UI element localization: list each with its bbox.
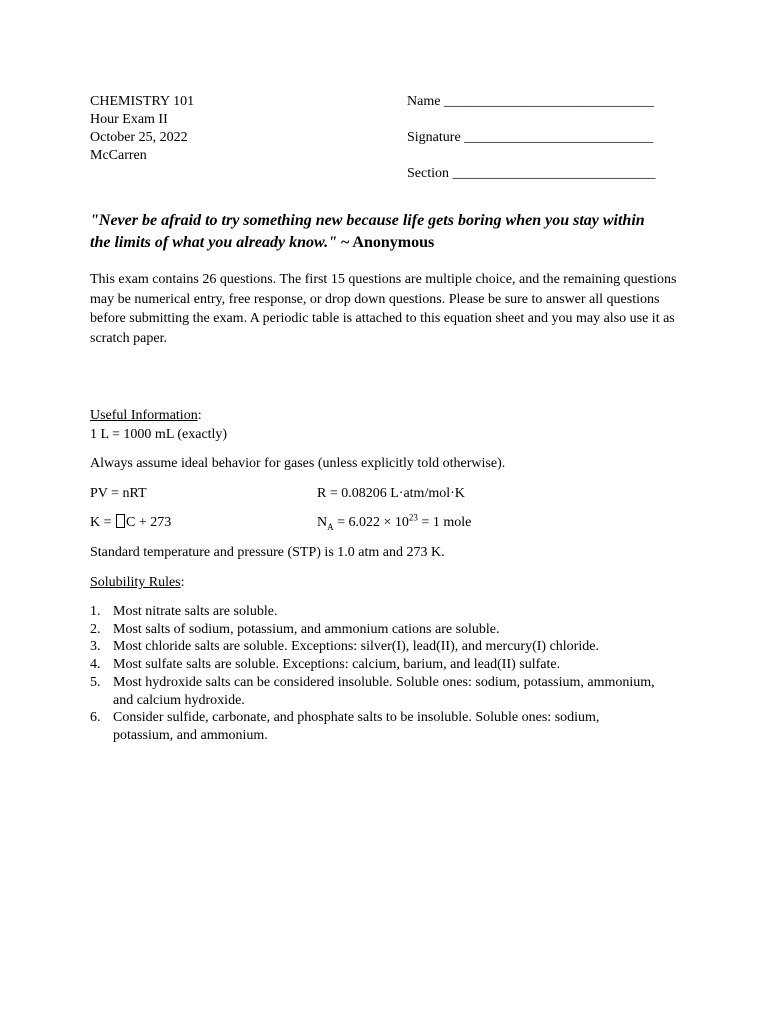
list-item [90, 603, 660, 621]
avogadro-symbol: N [317, 515, 328, 530]
name-field: Name ______________________________ [407, 94, 654, 109]
solubility-rules-colon: : [180, 575, 185, 590]
useful-information-colon: : [197, 408, 202, 423]
instructor-name: McCarren [90, 148, 147, 163]
list-item-number: 6. [90, 710, 101, 726]
list-item-number: 4. [90, 657, 101, 673]
list-item [90, 638, 660, 656]
student-fields [407, 93, 656, 201]
avogadro-subscript: A [327, 521, 334, 532]
list-item-number: 1. [90, 604, 101, 619]
exam-title: Hour Exam II [90, 112, 168, 127]
solubility-rules-heading [90, 574, 185, 592]
avogadro-value: = 6.022 × 10 [333, 515, 409, 530]
list-item-text: Most hydroxide salts can be considered insoluble. Soluble ones: sodium, potassium, ammonium, and calcium hydroxide. [113, 674, 655, 708]
list-item-number: 3. [90, 639, 101, 655]
avogadro-end: = 1 mole [417, 515, 472, 530]
section-field: Section _____________________________ [407, 166, 656, 181]
useful-information-title: Useful Information [90, 408, 198, 423]
solubility-rules-list [90, 603, 660, 745]
course-title: CHEMISTRY 101 [90, 94, 195, 109]
solubility-rules-title: Solubility Rules [90, 575, 181, 590]
useful-information-heading [90, 407, 202, 425]
signature-field: Signature ___________________________ [407, 130, 654, 145]
list-item-text: Most nitrate salts are soluble. [113, 604, 278, 619]
list-item [90, 674, 660, 709]
ideal-gas-law: PV = nRT [90, 486, 147, 501]
volume-conversion: 1 L = 1000 mL (exactly) [90, 427, 228, 442]
ideal-gas-note: Always assume ideal behavior for gases (unless explicitly told otherwise). [90, 456, 506, 471]
motivational-quote [90, 210, 650, 254]
quote-text: "Never be afraid to try something new because life gets boring when you stay within the limits of what you already know." [90, 212, 645, 251]
exam-instructions: This exam contains 26 questions. The first 15 questions are multiple choice, and the remaining questions may be numerical entry, free response, or drop down questions. Please be sure to answer all questions before submitting the exam. A periodic table is attached to this equation sheet and you may also use it as scratch paper. [90, 272, 677, 346]
list-item [90, 621, 660, 639]
avogadro-exponent: 23 [408, 512, 418, 523]
stp-definition: Standard temperature and pressure (STP) is 1.0 atm and 273 K. [90, 545, 445, 560]
gas-constant: R = 0.08206 L·atm/mol·K [317, 486, 465, 501]
list-item-text: Most chloride salts are soluble. Exceptions: silver(I), lead(II), and mercury(I) chloride. [113, 639, 599, 655]
kelvin-prefix: K = [90, 515, 116, 530]
list-item-number: 2. [90, 621, 101, 637]
missing-glyph-box-icon [116, 514, 125, 528]
list-item [90, 656, 660, 674]
kelvin-conversion [90, 514, 171, 532]
list-item-text: Consider sulfide, carbonate, and phosphate salts to be insoluble. Soluble ones: sodium, potassium, and ammonium. [113, 710, 600, 743]
list-item [90, 709, 660, 744]
exam-header-info [90, 93, 194, 165]
list-item-text: Most salts of sodium, potassium, and ammonium cations are soluble. [113, 621, 500, 637]
quote-author: ~ Anonymous [336, 234, 435, 251]
avogadro-number [317, 514, 471, 532]
exam-date: October 25, 2022 [90, 130, 188, 145]
list-item-text: Most sulfate salts are soluble. Exceptions: calcium, barium, and lead(II) sulfate. [113, 657, 561, 673]
list-item-number: 5. [90, 674, 101, 690]
kelvin-suffix: C + 273 [126, 515, 172, 530]
